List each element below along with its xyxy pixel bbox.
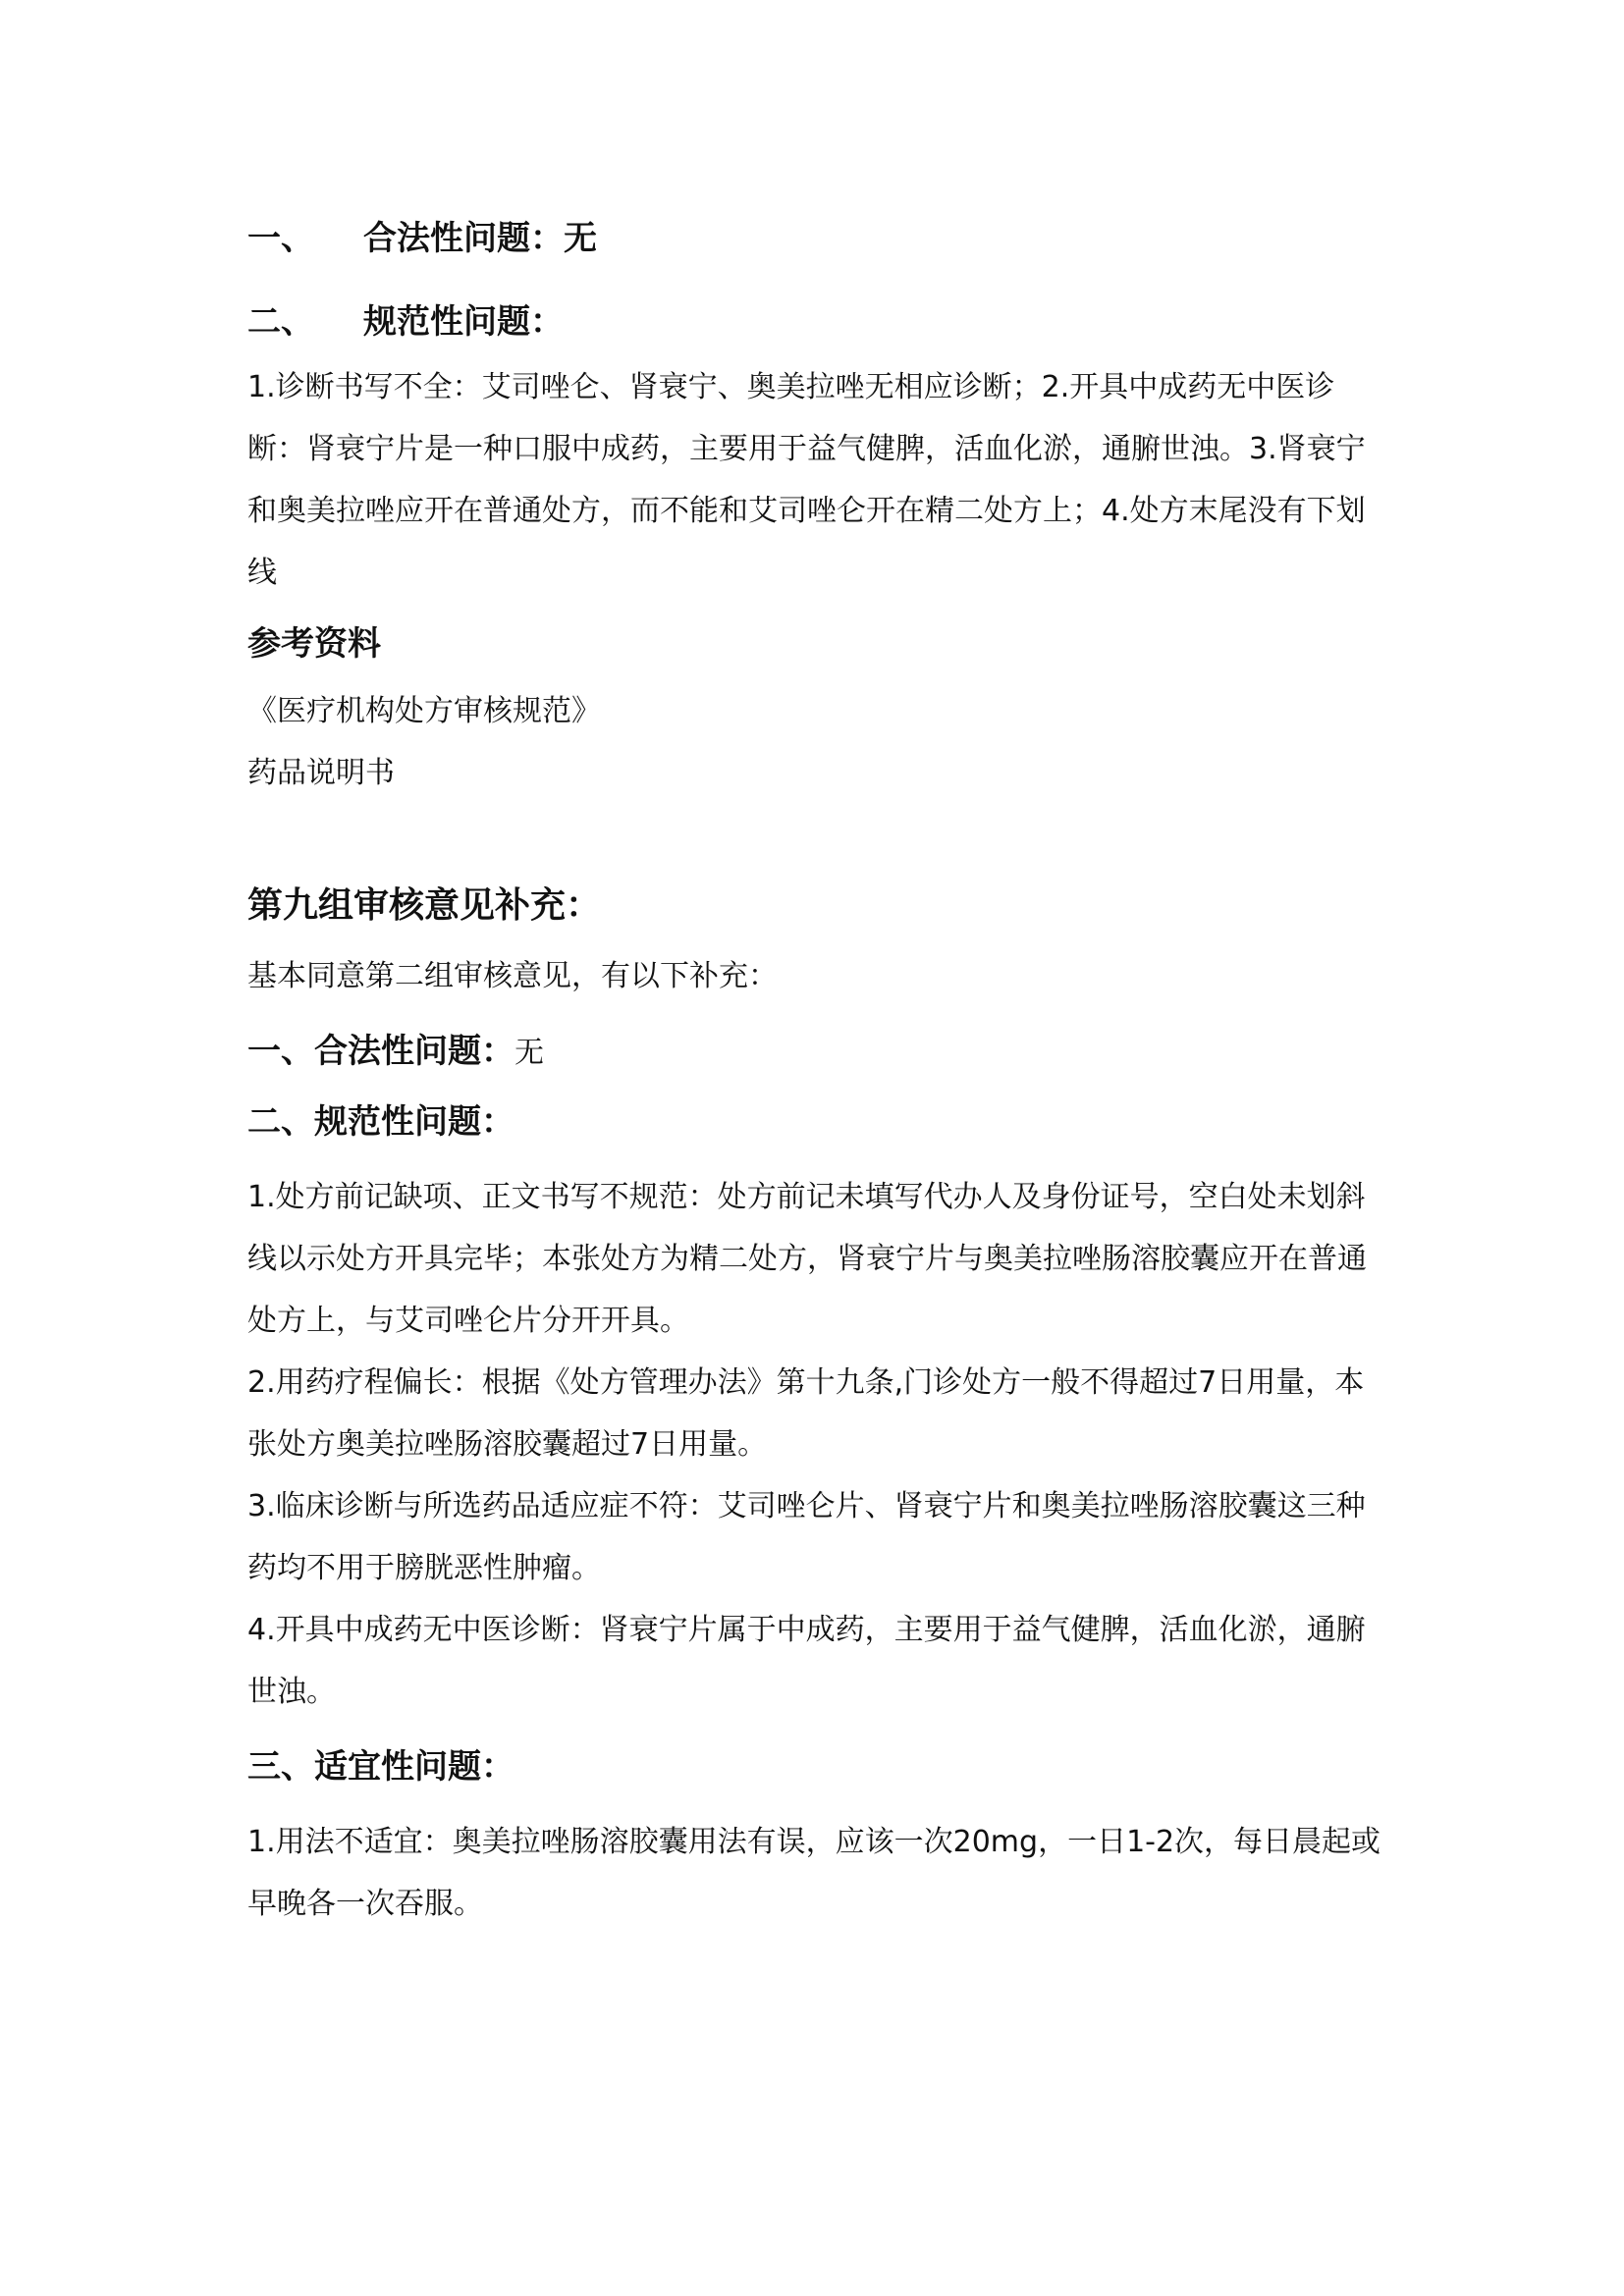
group9-legal-label: 一、合法性问题： [247, 1032, 514, 1071]
legal-heading-number: 一、 [247, 219, 314, 258]
reference-heading: 参考资料 [247, 624, 381, 664]
document-page [247, 214, 1386, 1935]
group9-suit-item: 1.用法不适宜：奥美拉唑肠溶胶囊用法有误，应该一次20mg，一日1-2次，每日晨起或早晚各一次吞服。 [247, 1825, 1381, 1921]
norm-paragraph: 1.诊断书写不全：艾司唑仑、肾衰宁、奥美拉唑无相应诊断；2.开具中成药无中医诊断：肾衰宁片是一种口服中成药，主要用于益气健脾，活血化淤，通腑世浊。3.肾衰宁和奥美拉唑应开在普通处方，而不能和艾司唑仑开在精二处方上；4.处方末尾没有下划线 [247, 370, 1366, 590]
reference-item: 药品说明书 [247, 756, 395, 790]
group9-norm-item: 4.开具中成药无中医诊断：肾衰宁片属于中成药，主要用于益气健脾，活血化淤，通腑世浊。 [247, 1613, 1366, 1709]
group9-legal-value: 无 [514, 1036, 544, 1070]
group9-intro: 基本同意第二组审核意见，有以下补充： [247, 959, 778, 993]
group9-norm-heading: 二、规范性问题： [247, 1102, 514, 1142]
group9-heading: 第九组审核意见补充： [247, 885, 602, 926]
group9-legal-heading [247, 1027, 1386, 1078]
legal-heading-title: 合法性问题：无 [363, 219, 597, 258]
norm-heading [247, 297, 1386, 347]
norm-heading-number: 二、 [247, 302, 314, 342]
norm-heading-title: 规范性问题： [363, 302, 564, 342]
group9-suit-heading: 三、适宜性问题： [247, 1747, 514, 1787]
group9-norm-item: 2.用药疗程偏长：根据《处方管理办法》第十九条,门诊处方一般不得超过7日用量，本张处方奥美拉唑肠溶胶囊超过7日用量。 [247, 1365, 1365, 1462]
legal-heading [247, 214, 1386, 263]
reference-item: 《医疗机构处方审核规范》 [247, 694, 601, 728]
group9-norm-item: 3.临床诊断与所选药品适应症不符：艾司唑仑片、肾衰宁片和奥美拉唑肠溶胶囊这三种药均不用于膀胱恶性肿瘤。 [247, 1489, 1366, 1585]
group9-norm-item: 1.处方前记缺项、正文书写不规范：处方前记未填写代办人及身份证号，空白处未划斜线以示处方开具完毕；本张处方为精二处方，肾衰宁片与奥美拉唑肠溶胶囊应开在普通处方上，与艾司唑仑片分开开具。 [247, 1180, 1367, 1338]
